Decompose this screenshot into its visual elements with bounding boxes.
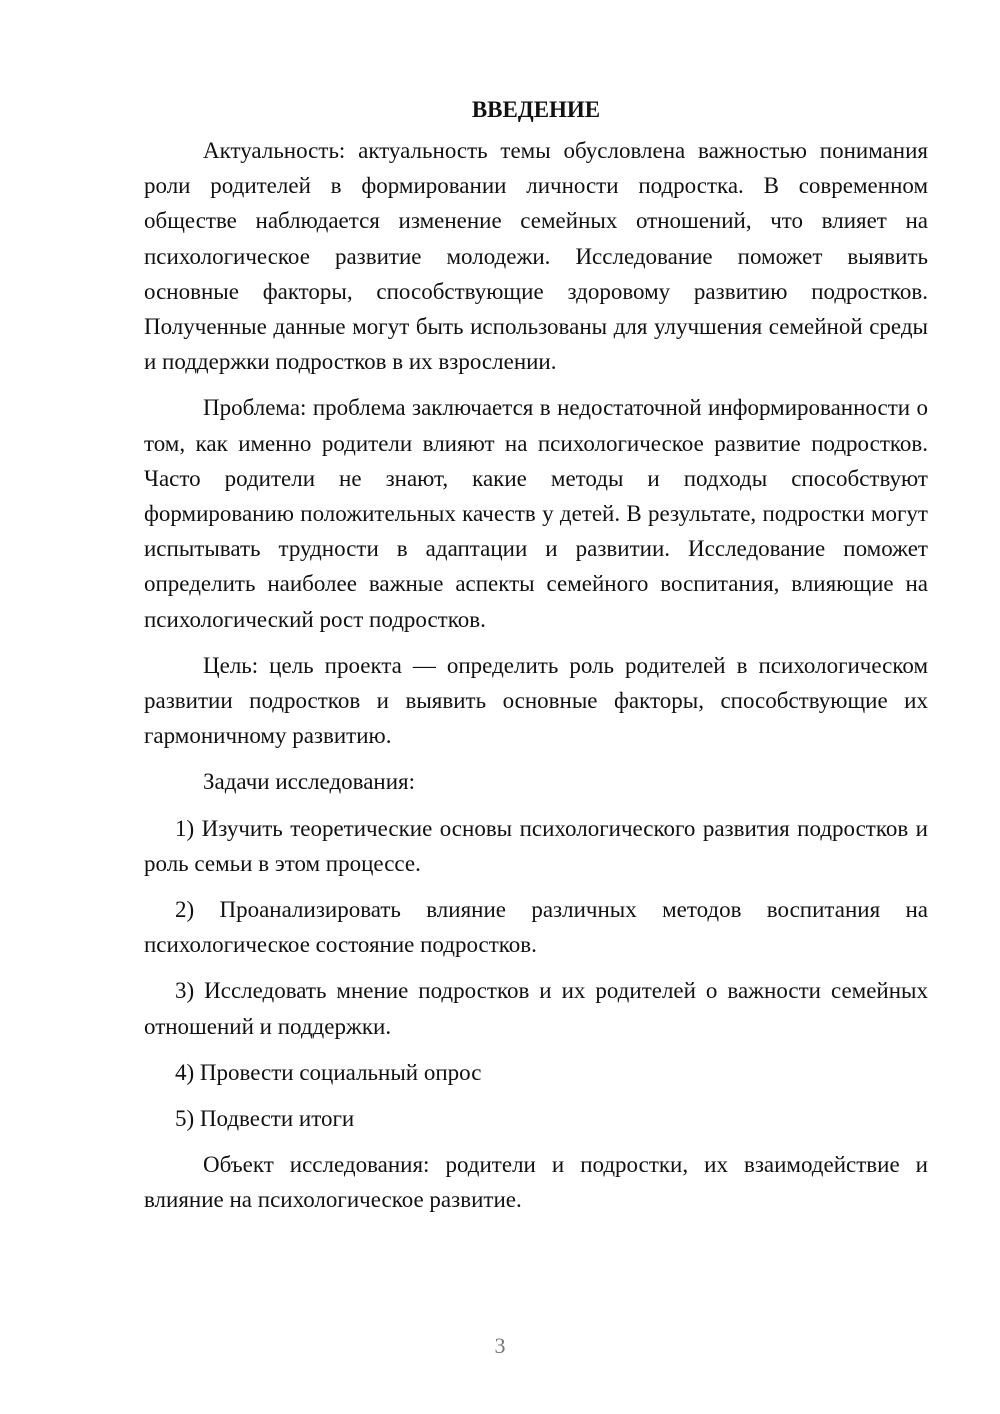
task-item-3: 3) Исследовать мнение подростков и их родителей о важности семейных отношений и поддержки. (144, 978, 928, 1039)
task-item-1: 1) Изучить теоретические основы психологического развития подростков и роль семьи в этом процессе. (144, 815, 928, 876)
paragraph-object: Объект исследования: родители и подростки, их взаимодействие и влияние на психологическое развитие. (144, 1152, 928, 1213)
document-page (144, 92, 928, 1229)
page-number: 3 (494, 1333, 506, 1358)
task-item-4: 4) Провести социальный опрос (175, 1059, 482, 1085)
paragraph-goal: Цель: цель проекта — определить роль родителей в психологическом развитии подростков и выявить основные факторы, способствующие их гармоничному развитию. (144, 652, 928, 749)
page-title: ВВЕДЕНИЕ (471, 97, 601, 122)
paragraph-relevance: Актуальность: актуальность темы обусловлена важностью понимания роли родителей в формировании личности подростка. В современном обществе наблюдается изменение семейных отношений, что влияет на психологическое развитие молодежи. Исследование поможет выявить основные факторы, способствующие здоровому развитию подростков. Полученные данные могут быть использованы для улучшения семейной среды и поддержки подростков в их взрослении. (144, 138, 928, 375)
paragraph-problem: Проблема: проблема заключается в недостаточной информированности о том, как именно родители влияют на психологическое развитие подростков. Часто родители не знают, какие методы и подходы способствуют формированию положительных качеств у детей. В результате, подростки могут испытывать трудности в адаптации и развитии. Исследование поможет определить наиболее важные аспекты семейного воспитания, влияющие на психологический рост подростков. (144, 395, 928, 632)
paragraph-tasks-heading: Задачи исследования: (203, 769, 416, 795)
task-item-5: 5) Подвести итоги (175, 1106, 355, 1132)
task-item-2: 2) Проанализировать влияние различных методов воспитания на психологическое состояние подростков. (144, 897, 928, 958)
